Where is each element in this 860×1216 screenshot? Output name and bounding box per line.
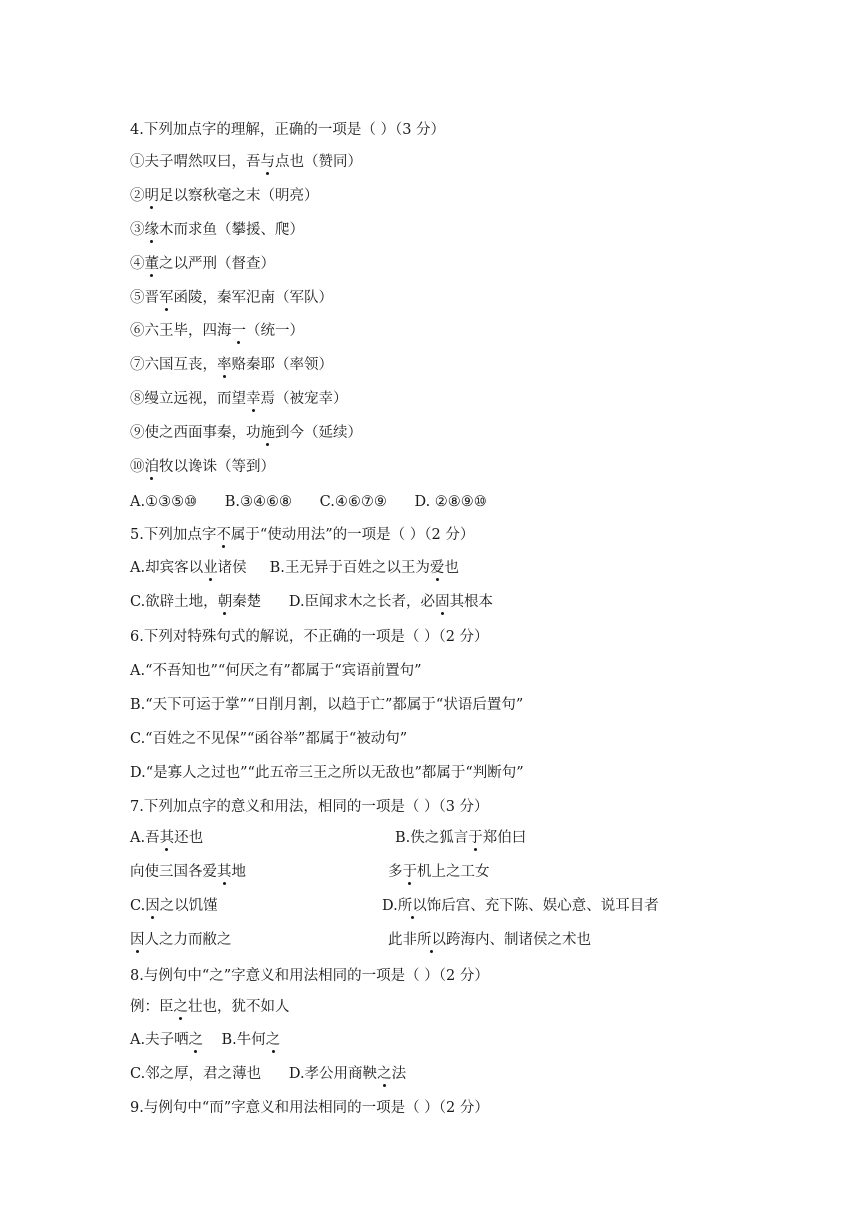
text-segment: 之以严刑（督查）: [159, 256, 275, 272]
text-segment: 牧以谗诛（等到）: [159, 459, 275, 475]
text-segment: 木而求鱼（攀援、爬）: [159, 222, 304, 238]
q5-options-cd: [130, 592, 493, 612]
text-segment: A.吾: [130, 830, 160, 846]
q7-option-d1: [382, 896, 659, 916]
emphasized-char: 于: [402, 864, 417, 880]
text-segment: ⑤晋: [130, 290, 159, 306]
q8-options-cd: [130, 1064, 406, 1084]
q4-item-6: [130, 321, 304, 341]
emphasized-char: 之: [173, 999, 188, 1015]
text-segment: A.夫子哂: [130, 1032, 189, 1048]
emphasized-char: 之: [265, 1032, 281, 1048]
emphasized-char: 洎: [144, 459, 159, 475]
text-segment: 5.下列加点字: [130, 527, 217, 543]
q4-item-8: [130, 389, 348, 409]
q6-option-d: [130, 763, 524, 783]
emphasized-char: 与: [260, 154, 275, 170]
text-segment: 焉（被宠幸）: [260, 391, 348, 407]
q7-option-a1: [130, 828, 203, 848]
emphasized-char: 其: [217, 864, 232, 880]
text-segment: B.“天下可运于掌”“日削月割，以趋于亡”都属于“状语后置句”: [130, 697, 524, 713]
text-segment: ③: [130, 222, 145, 238]
emphasized-char: 施: [260, 425, 275, 441]
q6-stem: [130, 627, 489, 647]
q4-item-4: [130, 254, 275, 274]
emphasized-char: 因: [145, 898, 160, 914]
text-segment: D.“是寡人之过也”“此五帝三王之所以无敌也”都属于“判断句”: [130, 765, 524, 781]
text-segment: B.佚之狐言: [395, 830, 469, 846]
q4-stem: [130, 120, 445, 140]
text-segment: ⑦六国互丧，: [130, 357, 217, 373]
text-segment: 地: [231, 864, 246, 880]
q4-item-7: [130, 355, 333, 375]
text-segment: 机上之工女: [417, 864, 490, 880]
emphasized-char: 一: [231, 323, 246, 339]
q4-item-2: [130, 186, 319, 206]
text-segment: 足以察秋毫之末（明亮）: [159, 188, 319, 204]
q7-option-b2: [388, 862, 490, 882]
text-segment: 8.与例句中“之”字意义和用法相同的一项是（ ）（2 分）: [130, 968, 489, 984]
text-segment: A.却宾客以: [130, 560, 204, 576]
emphasized-char: 固: [435, 594, 450, 610]
text-segment: ⑧缦立远视，而望: [130, 391, 246, 407]
text-segment: （统一）: [246, 323, 304, 339]
emphasized-char: 董: [144, 256, 159, 272]
text-segment: 点也（赞同）: [275, 154, 362, 170]
emphasized-char: 于: [468, 830, 483, 846]
q4-item-5: [130, 288, 333, 308]
emphasized-char: 因: [130, 932, 145, 948]
text-segment: A.①③⑤⑩ B.③④⑥⑧ C.④⑥⑦⑨ D. ②⑧⑨⑩: [130, 494, 487, 510]
q6-option-b: [130, 695, 523, 715]
text-segment: 法: [391, 1066, 407, 1082]
q7-option-c2: [130, 930, 232, 950]
text-segment: ①夫子喟然叹曰，吾: [130, 154, 261, 170]
q5-options-ab: [130, 558, 459, 578]
q7-option-d2: [388, 930, 591, 950]
emphasized-char: 缘: [144, 222, 159, 238]
emphasized-char: 幸: [246, 391, 261, 407]
q4-options: [130, 492, 487, 512]
emphasized-char: 之: [188, 1032, 204, 1048]
q8-options-ab: [130, 1030, 280, 1050]
text-segment: ⑩: [130, 459, 145, 475]
q6-option-c: [130, 729, 407, 749]
text-segment: B.牛何: [203, 1032, 266, 1048]
text-segment: 其根本: [449, 594, 494, 610]
text-segment: 秦楚 D.臣闻求木之长者，必: [232, 594, 436, 610]
q5-stem: [130, 525, 474, 545]
text-segment: 饰后宫、充下陈、娱心意、说耳目者: [426, 898, 659, 914]
emphasized-char: 之: [377, 1066, 392, 1082]
text-segment: 壮也，犹不如人: [188, 999, 290, 1015]
text-segment: ⑨使之西面事秦，功: [130, 425, 261, 441]
emphasized-char: 军: [159, 290, 174, 306]
q8-example: [130, 997, 290, 1017]
text-segment: A.“不吾知也”“何厌之有”都属于“宾语前置句”: [130, 663, 422, 679]
emphasized-char: 率: [217, 357, 232, 373]
text-segment: ④: [130, 256, 145, 272]
text-segment: 到今（延续）: [275, 425, 362, 441]
q6-option-a: [130, 661, 422, 681]
q7-option-b1: [395, 828, 526, 848]
q4-item-3: [130, 220, 304, 240]
q4-item-9: [130, 423, 362, 443]
emphasized-char: 所以: [417, 932, 446, 948]
text-segment: 此非: [388, 932, 417, 948]
emphasized-char: 朝: [217, 594, 233, 610]
text-segment: C.: [130, 898, 146, 914]
q4-item-10: [130, 457, 275, 477]
text-segment: C.欲辟土地，: [130, 594, 218, 610]
text-segment: 6.下列对特殊句式的解说，不正确的一项是（ ）（2 分）: [130, 629, 489, 645]
text-segment: 4.下列加点字的理解，正确的一项是（ ）（3 分）: [130, 122, 446, 138]
emphasized-char: 明: [144, 188, 159, 204]
emphasized-char: 爱: [429, 560, 445, 576]
q8-stem: [130, 966, 489, 986]
text-segment: 例：臣: [130, 999, 174, 1015]
text-segment: 之以饥馑: [159, 898, 218, 914]
emphasized-char: 业: [203, 560, 218, 576]
q9-stem: [130, 1098, 489, 1118]
text-segment: 人之力而敝之: [144, 932, 232, 948]
q7-option-a2: [130, 862, 246, 882]
text-segment: 7.下列加点字的意义和用法，相同的一项是（ ）（3 分）: [130, 799, 489, 815]
text-segment: C.邻之厚，君之薄也 D.孝公用商鞅: [130, 1066, 378, 1082]
text-segment: 9.与例句中“而”字意义和用法相同的一项是（ ）（2 分）: [130, 1100, 489, 1116]
emphasized-char: 所以: [397, 898, 427, 914]
text-segment: 向使三国各爱: [130, 864, 217, 880]
text-segment: ⑥六王毕，四海: [130, 323, 232, 339]
text-segment: ②: [130, 188, 145, 204]
text-segment: 郑伯曰: [482, 830, 527, 846]
emphasized-char: 其: [159, 830, 175, 846]
text-segment: 也: [444, 560, 459, 576]
text-segment: 多: [388, 864, 403, 880]
text-segment: D.: [382, 898, 398, 914]
emphasized-char: 不: [216, 527, 231, 543]
q7-option-c1: [130, 896, 218, 916]
text-segment: 诸侯 B.王无异于百姓之以王为: [217, 560, 430, 576]
q4-item-1: [130, 152, 362, 172]
text-segment: 赂秦耶（率领）: [231, 357, 333, 373]
text-segment: 还也: [174, 830, 204, 846]
text-segment: 跨海内、制诸侯之术也: [446, 932, 591, 948]
q7-stem: [130, 797, 489, 817]
text-segment: 函陵，秦军氾南（军队）: [173, 290, 333, 306]
text-segment: 属于“使动用法”的一项是（ ）（2 分）: [230, 527, 475, 543]
text-segment: C.“百姓之不见保”“函谷举”都属于“被动句”: [130, 731, 408, 747]
